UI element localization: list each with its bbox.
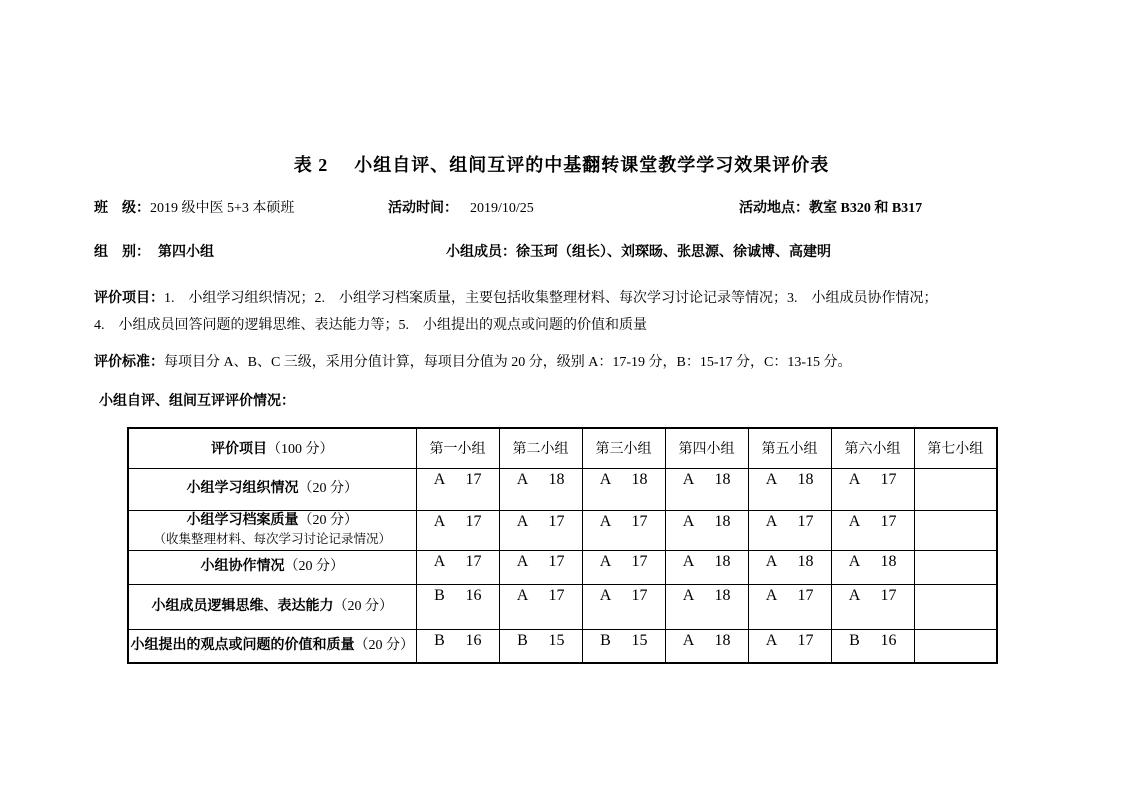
score-value: 15 [631,631,648,649]
row-label: 小组协作情况 [200,559,285,574]
score-value: 18 [797,470,814,488]
score-cell [748,629,831,663]
grade-value: B [434,631,445,649]
score-value: 17 [465,512,482,530]
grade-value: A [516,586,529,604]
grade-value: A [765,586,778,604]
score-cell [416,510,499,550]
group-field [94,241,446,261]
grade-value: A [599,512,612,530]
score-cell [748,550,831,584]
row-label-suffix: （20 分） [298,513,358,528]
row-label: 小组成员逻辑思维、表达能力 [151,598,334,614]
score-value: 18 [714,470,731,488]
table-header-row [128,428,997,468]
row-label-cell [128,629,416,663]
row-label-suffix: （20 分） [333,598,393,614]
grade-value: A [516,512,529,530]
score-value: 17 [880,586,897,604]
grade-value: A [599,552,612,570]
score-cell [499,510,582,550]
score-cell [914,468,997,510]
score-value: 18 [714,512,731,530]
grade-value: A [433,512,446,530]
row-label-cell [128,468,416,510]
table-row [128,468,997,510]
header-group-4: 第四小组 [665,428,748,468]
score-cell [831,468,914,510]
score-cell [831,550,914,584]
header-group-3: 第三小组 [582,428,665,468]
score-value: 17 [548,552,565,570]
row-label: 小组提出的观点或问题的价值和质量 [130,637,355,653]
grade-value: A [765,552,778,570]
score-value: 18 [631,470,648,488]
grade-value: A [599,586,612,604]
score-value: 17 [465,470,482,488]
score-value: 17 [548,512,565,530]
evaluation-criteria-text: 每项目分 A、B、C 三级，采用分值计算，每项目分值为 20 分，级别 A：17-19 分，B：15-17 分，C：13-15 分。 [164,355,852,370]
row-label-note: （收集整理材料、每次学习讨论记录情况） [153,532,391,546]
score-cell [748,468,831,510]
grade-value: B [600,631,611,649]
score-value: 16 [465,631,482,649]
members-value: 徐玉珂（组长）、刘琛旸、张思源、徐诚博、高建明 [516,245,831,260]
score-value: 17 [631,586,648,604]
score-value: 18 [548,470,565,488]
score-value: 18 [714,631,731,649]
score-cell [914,629,997,663]
activity-place-field [739,197,922,217]
score-cell [748,584,831,629]
score-cell [416,550,499,584]
score-value: 17 [797,631,814,649]
grade-value: A [848,552,861,570]
row-label-suffix: （20 分） [284,559,344,574]
evaluation-items-line2: 4. 小组成员回答问题的逻辑思维、表达能力等；5. 小组提出的观点或问题的价值和质量 [94,318,647,333]
grade-value: A [682,470,695,488]
score-cell [499,468,582,510]
grade-value: A [516,552,529,570]
score-cell [831,510,914,550]
score-value: 18 [714,552,731,570]
score-cell [582,510,665,550]
class-label: 班 级： [94,201,150,216]
header-item-label: 评价项目 [211,442,267,458]
score-cell [914,550,997,584]
score-cell [665,629,748,663]
score-value: 17 [548,586,565,604]
header-item-suffix: （100 分） [267,442,334,458]
grade-value: A [848,512,861,530]
score-value: 17 [465,552,482,570]
grade-value: B [517,631,528,649]
activity-time-value: 2019/10/25 [470,201,534,216]
grade-value: B [434,586,445,604]
evaluation-items-paragraph [94,285,1034,339]
table-row [128,584,997,629]
grade-value: A [682,512,695,530]
header-item-cell [128,428,416,468]
score-value: 17 [631,552,648,570]
score-cell [914,584,997,629]
document-title [0,151,1123,177]
score-cell [748,510,831,550]
row-label: 小组学习档案质量 [186,513,299,528]
class-value: 2019 级中医 5+3 本硕班 [150,201,295,216]
score-cell [499,550,582,584]
activity-place-value: 教室 B320 和 B317 [809,201,923,216]
activity-time-field [388,197,739,217]
evaluation-table [127,427,998,664]
group-value: 第四小组 [158,245,214,260]
title-text: 小组自评、组间互评的中基翻转课堂教学学习效果评价表 [354,155,830,175]
score-cell [416,584,499,629]
row-label-suffix: （20 分） [354,637,414,653]
score-cell [665,550,748,584]
score-cell [831,584,914,629]
grade-value: A [848,586,861,604]
score-cell [416,468,499,510]
grade-value: A [765,470,778,488]
grade-value: A [765,631,778,649]
evaluation-items-label: 评价项目： [94,291,164,306]
header-group-2: 第二小组 [499,428,582,468]
info-row-2 [94,241,1063,261]
evaluation-criteria-paragraph [94,349,1034,376]
header-group-1: 第一小组 [416,428,499,468]
grade-value: A [765,512,778,530]
header-group-7: 第七小组 [914,428,997,468]
score-cell [499,584,582,629]
score-value: 17 [797,512,814,530]
header-group-6: 第六小组 [831,428,914,468]
grade-value: A [682,631,695,649]
row-label-cell [128,584,416,629]
score-value: 16 [465,586,482,604]
group-label: 组 别： [94,245,150,260]
title-table-number: 表 2 [293,155,329,175]
table-section-heading: 小组自评、组间互评评价情况： [99,394,295,409]
grade-value: A [682,586,695,604]
info-row-1 [94,197,1063,217]
header-group-5: 第五小组 [748,428,831,468]
grade-value: B [849,631,860,649]
activity-time-label: 活动时间： [388,201,458,216]
grade-value: A [433,470,446,488]
class-field [94,197,388,217]
table-row [128,629,997,663]
score-value: 15 [548,631,565,649]
evaluation-items-line1: 1. 小组学习组织情况；2. 小组学习档案质量，主要包括收集整理材料、每次学习讨论记录等情况；3. 小组成员协作情况； [164,291,938,306]
score-value: 18 [714,586,731,604]
score-cell [831,629,914,663]
score-cell [499,629,582,663]
score-cell [665,468,748,510]
grade-value: A [848,470,861,488]
score-cell [665,584,748,629]
table-row [128,550,997,584]
row-label-suffix: （20 分） [298,481,358,496]
score-cell [582,550,665,584]
grade-value: A [682,552,695,570]
score-cell [665,510,748,550]
score-cell [416,629,499,663]
row-label-cell [128,510,416,550]
score-cell [914,510,997,550]
table-row [128,510,997,550]
grade-value: A [599,470,612,488]
score-value: 18 [797,552,814,570]
row-label-cell [128,550,416,584]
score-value: 16 [880,631,897,649]
grade-value: A [433,552,446,570]
members-label: 小组成员： [446,245,516,260]
score-value: 17 [631,512,648,530]
activity-place-label: 活动地点： [739,201,809,216]
members-field [446,241,831,261]
score-value: 18 [880,552,897,570]
score-cell [582,468,665,510]
score-value: 17 [880,470,897,488]
score-cell [582,629,665,663]
evaluation-criteria-label: 评价标准： [94,355,164,370]
score-value: 17 [797,586,814,604]
score-value: 17 [880,512,897,530]
grade-value: A [516,470,529,488]
score-cell [582,584,665,629]
row-label: 小组学习组织情况 [186,481,299,496]
